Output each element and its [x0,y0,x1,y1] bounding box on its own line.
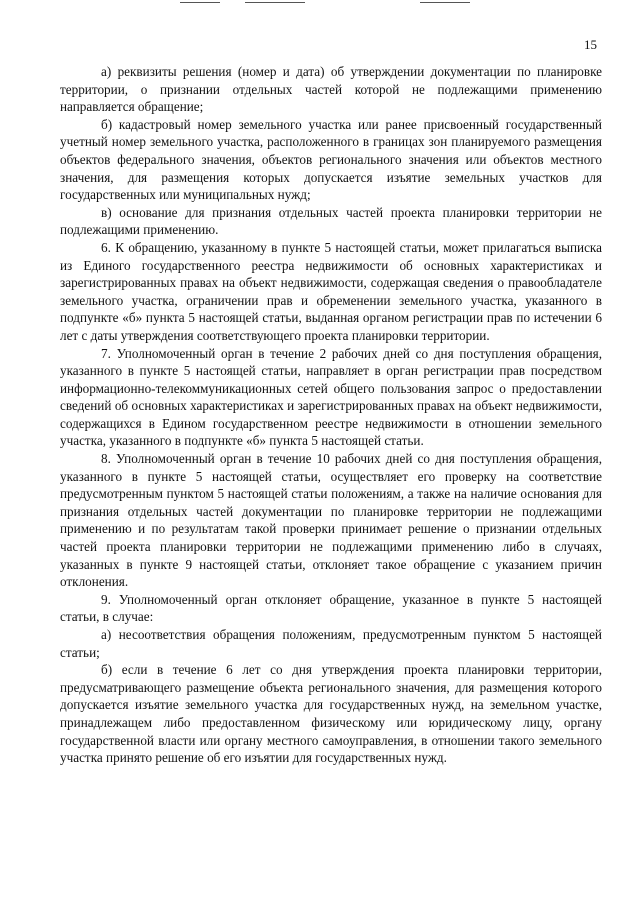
paragraph-item-6: 6. К обращению, указанному в пункте 5 настоящей статьи, может прилагаться выписка из Единого государственного реестра недвижимости об основных характеристиках и зарегистрированных правах на объект недвижимости, содержащая сведения о правообладателе земельного участка, ограничении прав и обременении земельного участка, указанного в подпункте «б» пункта 5 настоящей статьи, выданная органом регистрации прав по истечении 6 лет с даты утверждения соответствующего проекта планировки территории. [60,239,602,343]
page-number: 15 [584,37,597,52]
paragraph-v-grounds: в) основание для признания отдельных частей проекта планировки территории не подлежащими применению. [60,204,602,238]
paragraph-item-7: 7. Уполномоченный орган в течение 2 рабочих дней со дня поступления обращения, указанного в пункте 5 настоящей статьи, направляет в орган регистрации прав посредством информационно-телекоммуникационных сетей общего пользования запрос о предоставлении сведений об основных характеристиках и зарегистрированных правах на объект недвижимости, содержащихся в Едином государственном реестре недвижимости в отношении земельного участка, указанного в подпункте «б» пункта 5 настоящей статьи. [60,345,602,449]
paragraph-a-decision-details: а) реквизиты решения (номер и дата) об утверждении документации по планировке территории, о признании отдельных частей которой не подлежащими применению направляется обращение; [60,64,602,115]
scan-top-marks [0,0,635,6]
paragraph-9-a: а) несоответствия обращения положениям, предусмотренным пунктом 5 настоящей статьи; [60,627,602,660]
paragraph-item-9: 9. Уполномоченный орган отклоняет обращение, указанное в пункте 5 настоящей статьи, в случае: [60,591,602,625]
paragraph-9-b: б) если в течение 6 лет со дня утверждения проекта планировки территории, предусматривающего размещение объекта регионального значения, для размещения которого допускается изъятие земельного участка для государственных нужд, на земельном участке, принадлежащем либо предоставленном физическому или юридическому лицу, органу государственной власти или органу местного самоуправления, в отношении такого земельного участка принято решение об его изъятии для государственных нужд. [60,662,602,766]
paragraph-b-cadastral-number: б) кадастровый номер земельного участка или ранее присвоенный государственный учетный номер земельного участка, расположенного в границах зон планируемого размещения объектов федерального значения, объектов регионального значения или объектов местного значения, для размещения которых допускается изъятие земельных участков для государственных или муниципальных нужд; [60,116,602,203]
paragraph-item-8: 8. Уполномоченный орган в течение 10 рабочих дней со дня поступления обращения, указанного в пункте 5 настоящей статьи, осуществляет его проверку на соответствие предусмотренным пунктом 5 настоящей статьи положениям, а также на наличие основания для признания отдельных частей документации по планировке территории не подлежащими применению и по результатам такой проверки принимает решение о признании отдельных частей проекта планировки территории не подлежащими применению либо в случаях, указанных в пункте 9 настоящей статьи, отклоняет такое обращение с указанием причин отклонения. [60,451,602,590]
document-body [60,63,602,767]
